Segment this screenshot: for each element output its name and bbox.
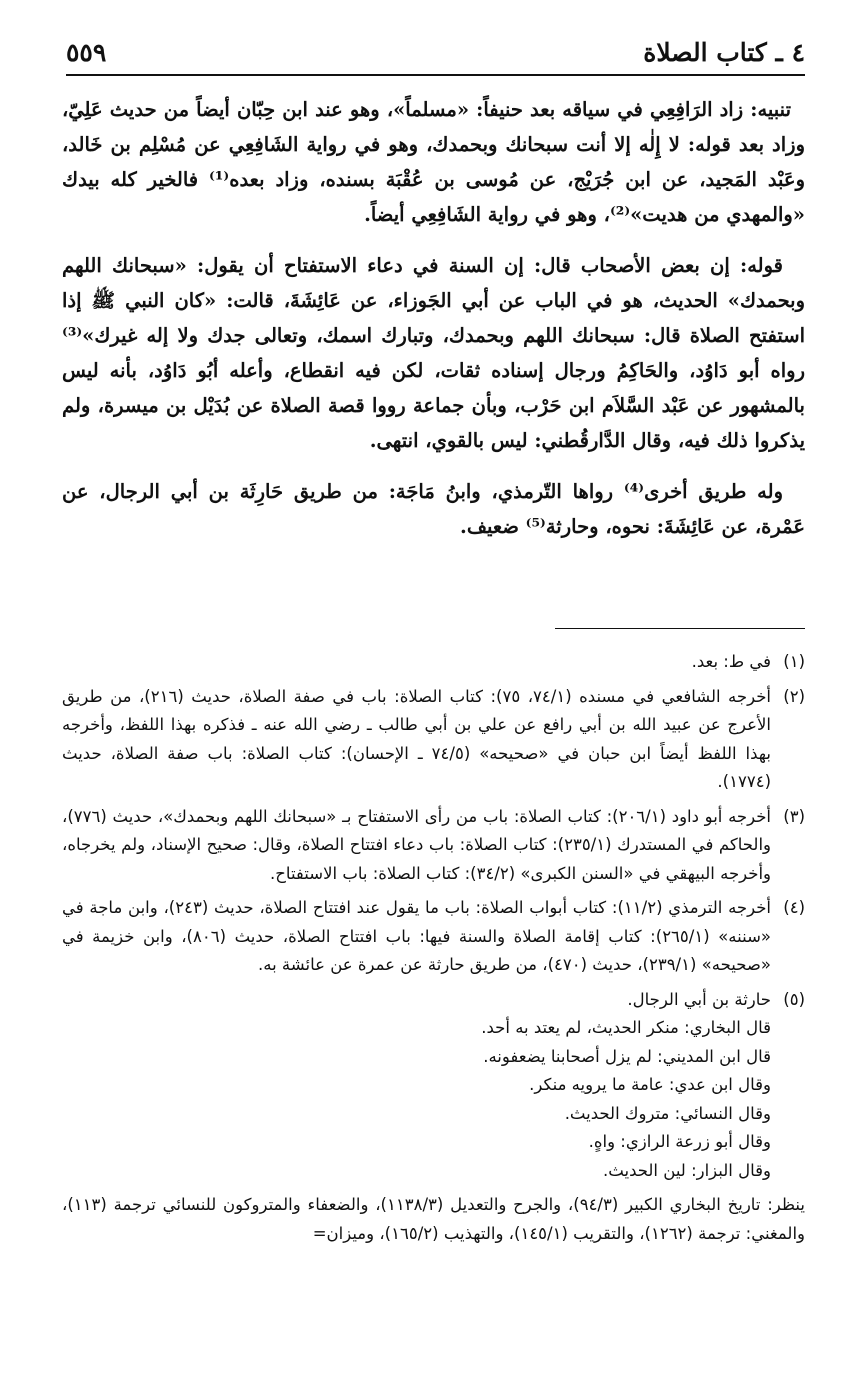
- narrator-opinion: قال البخاري: منكر الحديث، لم يعتد به أحد.: [481, 1018, 771, 1037]
- footnote-3: [62, 803, 805, 889]
- narrator-opinion: وقال ابن عدي: عامة ما يرويه منكر.: [529, 1075, 771, 1094]
- footnote-text: حارثة بن أبي الرجال.: [627, 989, 771, 1009]
- footnote-number: (٣): [783, 806, 805, 826]
- footnote-4: [62, 894, 805, 980]
- footnote-divider: [555, 628, 805, 629]
- footnote-5: [62, 986, 805, 1186]
- footnote-number: (٤): [783, 898, 805, 917]
- paragraph-istiftah: قوله: إن بعض الأصحاب قال: إن السنة في دعاء الاستفتاح أن يقول: «سبحانك اللهم وبحمدك» الحديث، هو في الباب عن أبي الجَوزاء، عن عَائِشَةَ، قالت: «كان النبي ﷺ إذا استفتح الصلاة قال: سبحانك اللهم وبحمدك، وتبارك اسمك، وتعالى جدك ولا إله غيرك»⁽³⁾ رواه أبو دَاوُد، والحَاكِمُ ورجال إسناده ثقات، لكن فيه انقطاع، وأعله أبُو دَاوُد، بأنه ليس بالمشهور عن عَبْد السَّلاَم ابن حَرْب، وبأن جماعة رووا قصة الصلاة عن بُدَيْل بن ميسرة، ولم يذكروا ذلك فيه، وقال الدَّارقُطني: ليس بالقوي، انتهى.: [62, 254, 805, 452]
- narrator-opinion: قال ابن المديني: لم يزل أصحابنا يضعفونه.: [483, 1046, 771, 1066]
- footnote-2: [62, 683, 805, 797]
- paragraph-other-route: وله طريق أخرى⁽⁴⁾ رواها التّرمذي، وابنُ مَاجَة: من طريق حَارِثَة بن أبي الرجال، عن عَمْرة، عن عَائِشَةَ: نحوه، وحارثة⁽⁵⁾ ضعيف.: [62, 480, 805, 538]
- footnote-text: في ط: بعد.: [691, 652, 771, 671]
- narrator-opinion: وقال البزار: لين الحديث.: [603, 1160, 771, 1180]
- page-header: [66, 34, 805, 76]
- page-number: ٥٥٩: [66, 38, 107, 67]
- footnote-number: (٢): [783, 686, 805, 706]
- narrator-opinion: وقال النسائي: متروك الحديث.: [564, 1103, 771, 1123]
- footnote-number: (٥): [783, 989, 805, 1009]
- footnote-references: ينظر: تاريخ البخاري الكبير (٩٤/٣)، والجرح والتعديل (١١٣٨/٣)، والضعفاء والمتروكون للنسائي ترجمة (١١٣)، والمغني: ترجمة (١٢٦٢)، والتقريب (١٤٥/١)، والتهذيب (١٦٥/٢)، وميزان=: [62, 1195, 805, 1243]
- footnote-text: أخرجه الشافعي في مسنده (٧٤/١، ٧٥): كتاب الصلاة: باب في صفة الصلاة، حديث (٢١٦)، من طريق الأعرج عن عبيد الله بن أبي رافع عن علي بن أبي طالب ـ رضي الله عنه ـ فذكره بهذا اللفظ، وأخرجه بهذا اللفظ أيضاً ابن حبان في «صحيحه» (٧٤/٥ ـ الإحسان): كتاب الصلاة: باب صفة الصلاة، حديث (١٧٧٤).: [62, 686, 772, 791]
- footnote-text: أخرجه الترمذي (١١/٢): كتاب أبواب الصلاة: باب ما يقول عند افتتاح الصلاة، حديث (٢٤٣)، وابن ماجة في «سننه» (٢٦٥/١): كتاب إقامة الصلاة والسنة فيها: باب افتتاح الصلاة، حديث (٨٠٦)، وابن خزيمة في «صحيحه» (٢٣٩/١)، حديث (٤٧٠)، من طريق حارثة عن عمرة عن عائشة به.: [62, 898, 771, 974]
- main-text: [62, 92, 805, 560]
- footnote-text: أخرجه أبو داود (٢٠٦/١): كتاب الصلاة: باب من رأى الاستفتاح بـ «سبحانك اللهم وبحمدك»، حديث (٧٧٦)، والحاكم في المستدرك (٢٣٥/١): كتاب الصلاة: باب دعاء افتتاح الصلاة، وقال: صحيح الإسناد، ولم يخرجاه، وأخرجه البيهقي في «السنن الكبرى» (٣٤/٢): كتاب الصلاة: باب الاستفتاح.: [62, 806, 771, 883]
- paragraph-note-tanbih: تنبيه: زاد الرَافِعِي في سياقه بعد حنيفاً: «مسلماً»، وهو عند ابن حِبّان أيضاً من حديث عَلِيّ، وزاد بعد قوله: لا إِلٰه إلا أنت سبحانك وبحمدك، وهو في رواية الشَافِعِي عن مُسْلِم بن خَالد، وعَبْد المَجيد، عن ابن جُرَيْج، عن مُوسى بن عُقْبَة بسنده، وزاد بعده⁽¹⁾ فالخير كله بيدك «والمهدي من هديت»⁽²⁾، وهو في رواية الشَافِعِي أيضاً.: [62, 98, 805, 226]
- footnotes: [62, 648, 805, 1254]
- narrator-opinion: وقال أبو زرعة الرازي: واهٍ.: [588, 1132, 771, 1151]
- chapter-title: ٤ ـ كتاب الصلاة: [643, 38, 805, 67]
- footnote-1: [62, 648, 805, 677]
- footnote-number: (١): [783, 652, 805, 671]
